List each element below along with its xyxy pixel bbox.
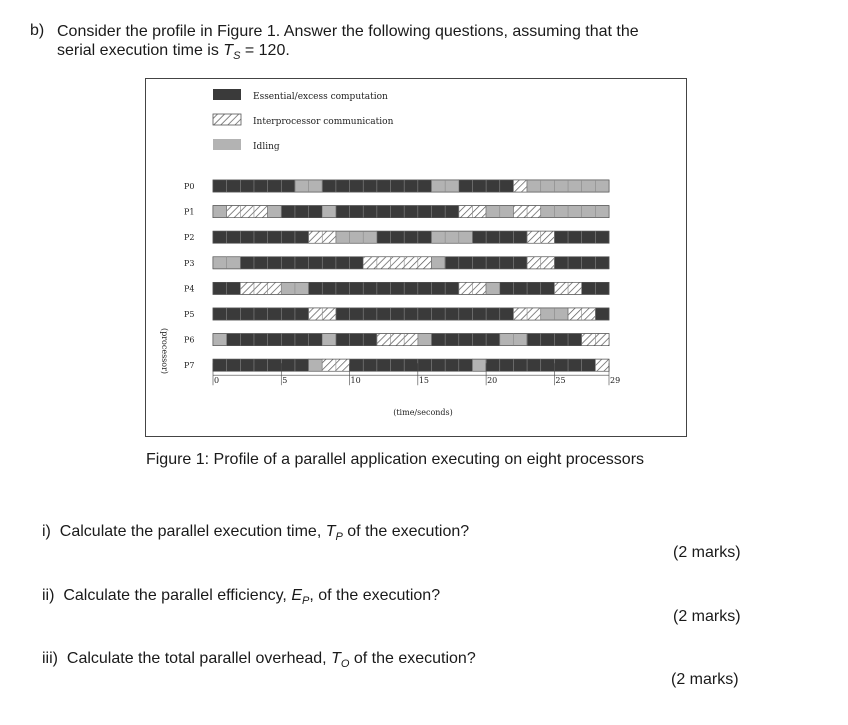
y-axis-label: (processor) xyxy=(160,327,169,375)
legend-swatch-idling xyxy=(213,139,241,150)
x-axis-label: (time/seconds) xyxy=(393,408,453,417)
computation-segment xyxy=(595,308,609,320)
question-label: b) xyxy=(30,22,45,39)
idling-segment xyxy=(431,231,472,243)
computation-segment xyxy=(309,282,459,294)
idling-segment xyxy=(431,257,445,269)
computation-segment xyxy=(336,206,459,218)
idling-segment xyxy=(486,282,500,294)
processor-label: P3 xyxy=(184,258,195,268)
idling-segment xyxy=(336,231,377,243)
processor-labels xyxy=(184,182,194,370)
processor-label: P0 xyxy=(184,182,195,191)
processor-row xyxy=(213,206,609,218)
computation-segment xyxy=(227,334,323,346)
processor-label: P1 xyxy=(184,207,195,217)
idling-segment xyxy=(268,206,282,218)
intro-line-2: serial execution time is $T_S = 120$. xyxy=(57,42,290,63)
processor-row xyxy=(213,308,609,320)
processor-row xyxy=(213,180,609,192)
x-tick-label: 5 xyxy=(282,376,288,386)
processor-row xyxy=(213,359,609,371)
idling-segment xyxy=(213,206,227,218)
communication-segment xyxy=(513,180,527,192)
x-tick-label: 25 xyxy=(555,376,566,386)
marks-question-iii: (2 marks) xyxy=(671,671,739,688)
intro-line-1: Consider the profile in Figure 1. Answer the following questions, assuming that the xyxy=(57,23,639,40)
profile-chart xyxy=(146,79,686,436)
computation-segment xyxy=(213,359,309,371)
communication-segment xyxy=(595,359,609,371)
legend-label-idling: Idling xyxy=(253,142,280,152)
question-i: i) Calculate the parallel execution time, $T_P$ of the execution? xyxy=(42,523,470,544)
x-tick-label: 0 xyxy=(214,376,220,386)
marks-question-i: (2 marks) xyxy=(673,544,741,561)
processor-label: P7 xyxy=(184,361,195,371)
x-tick-label: 15 xyxy=(418,376,430,386)
question-iii: iii) Calculate the total parallel overhead, $T_O$ of the execution? xyxy=(42,650,476,671)
marks-question-ii: (2 marks) xyxy=(673,608,741,625)
processor-label: P5 xyxy=(184,310,195,319)
idling-segment xyxy=(213,334,227,346)
legend-swatch-communication xyxy=(213,114,241,125)
processor-row xyxy=(213,282,609,294)
computation-segment xyxy=(281,206,322,218)
idling-segment xyxy=(472,359,486,371)
processor-label: P2 xyxy=(184,233,195,243)
x-tick-label: 10 xyxy=(350,376,361,386)
computation-segment xyxy=(336,334,377,346)
communication-segment xyxy=(240,282,281,294)
legend-swatch-computation xyxy=(213,89,241,100)
processor-row xyxy=(213,257,609,269)
computation-segment xyxy=(213,308,309,320)
processor-row xyxy=(213,334,609,346)
legend-label-computation: Essential/excess computation xyxy=(253,92,388,102)
idling-segment xyxy=(322,334,336,346)
computation-segment xyxy=(431,334,499,346)
idling-segment xyxy=(541,206,609,218)
computation-segment xyxy=(240,257,363,269)
computation-segment xyxy=(350,359,473,371)
processor-row xyxy=(213,231,609,243)
processor-rows xyxy=(213,180,609,371)
processor-label: P4 xyxy=(184,284,195,294)
figure-profile xyxy=(145,78,687,437)
processor-label: P6 xyxy=(184,335,195,345)
figure-caption: Figure 1: Profile of a parallel application executing on eight processors xyxy=(145,451,645,468)
computation-segment xyxy=(213,231,309,243)
communication-segment xyxy=(377,334,418,346)
idling-segment xyxy=(309,359,323,371)
idling-segment xyxy=(322,206,336,218)
computation-segment xyxy=(336,308,514,320)
x-tick-label: 20 xyxy=(487,376,498,386)
legend-label-communication: Interprocessor communication xyxy=(253,117,394,127)
communication-segment xyxy=(227,206,268,218)
question-ii: ii) Calculate the parallel efficiency, $E_P$, of the execution? xyxy=(42,587,441,608)
x-tick-label: 29 xyxy=(610,376,621,386)
legend xyxy=(213,89,394,152)
communication-segment xyxy=(363,257,431,269)
idling-segment xyxy=(418,334,432,346)
question-intro xyxy=(57,22,777,66)
